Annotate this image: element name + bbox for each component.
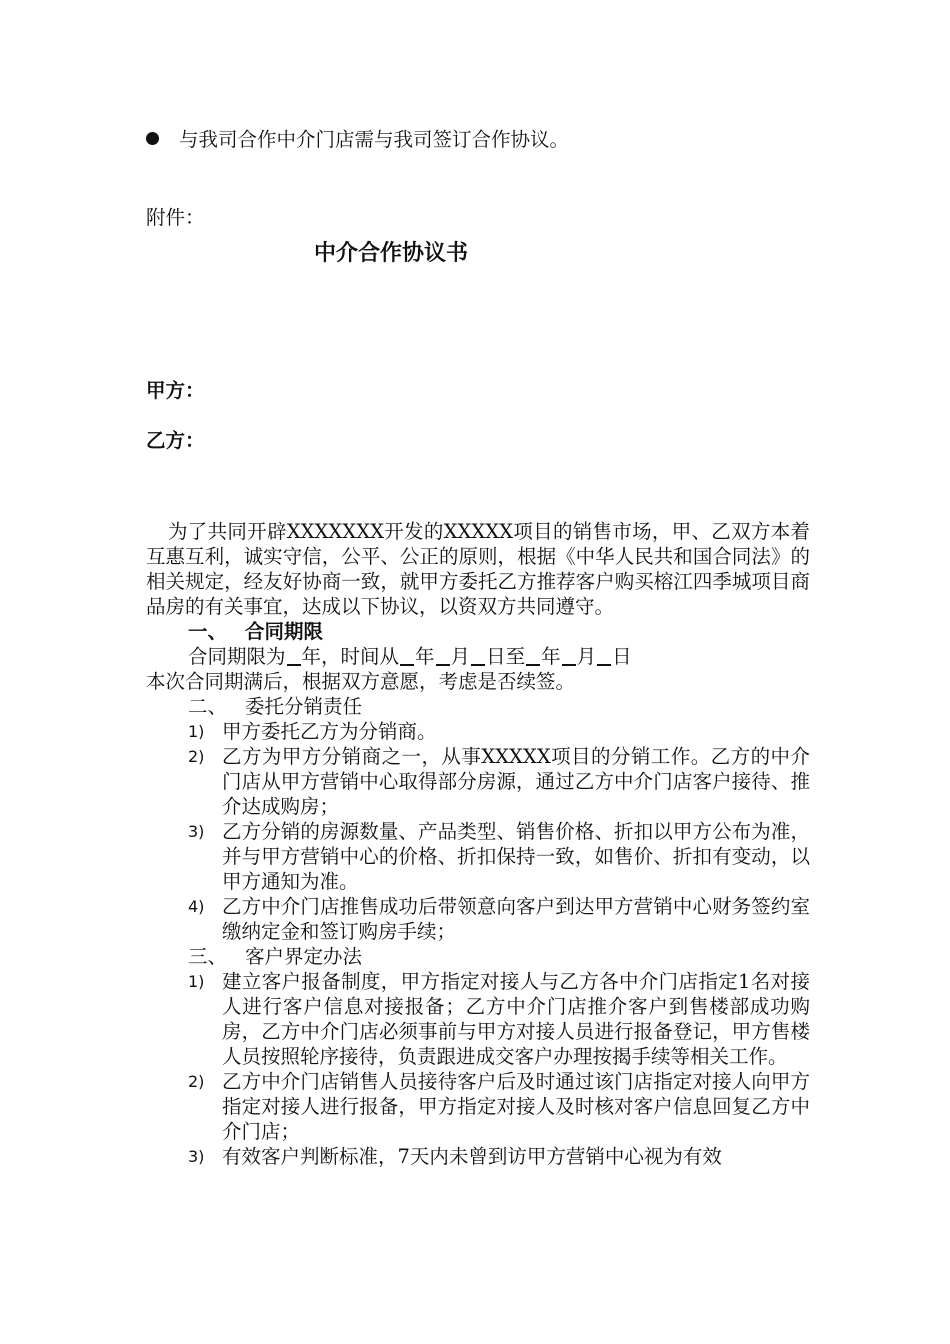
list-item: 2) 乙方中介门店销售人员接待客户后及时通过该门店指定对接人向甲方指定对接人进行报备，甲方指定对接人及时核对客户信息回复乙方中介门店；: [188, 1070, 810, 1143]
intro-paragraph: 为了共同开辟XXXXXXX开发的XXXXX项目的销售市场，甲、乙双方本着互惠互利，诚实守信，公平、公正的原则，根据《中华人民共和国合同法》的相关规定，经友好协商一致，就甲方委托乙方推荐客户购买榕江四季城项目商品房的有关事宜，达成以下协议，以资双方共同遵守。: [146, 520, 810, 618]
section-title: 合同期限: [245, 620, 324, 643]
blank-field: [287, 646, 301, 666]
list-item: 4) 乙方中介门店推售成功后带领意向客户到达甲方营销中心财务签约室缴纳定金和签订购房手续；: [188, 895, 810, 943]
attachment-label: 附件：: [146, 206, 205, 229]
agreement-body: [146, 519, 810, 1169]
blank-field: [597, 646, 611, 666]
list-item: 1) 建立客户报备制度，甲方指定对接人与乙方各中介门店指定1名对接人进行客户信息对接报备；乙方中介门店推介客户到售楼部成功购房，乙方中介门店必须事前与甲方对接人员进行报备登记，甲方售楼人员按照轮序接待，负责跟进成交客户办理按揭手续等相关工作。: [188, 970, 810, 1068]
party-a-label: 甲方：: [146, 379, 205, 402]
bullet-text: 与我司合作中介门店需与我司签订合作协议。: [179, 128, 570, 151]
section-number: 二、: [188, 695, 228, 718]
section-2-heading: [146, 694, 810, 719]
blank-field: [436, 646, 450, 666]
document-title: 中介合作协议书: [314, 241, 469, 266]
blank-field: [526, 646, 540, 666]
list-item: 3) 乙方分销的房源数量、产品类型、销售价格、折扣以甲方公布为准，并与甲方营销中心的价格、折扣保持一致，如售价、折扣有变动，以甲方通知为准。: [188, 820, 810, 893]
renewal-line: 本次合同期满后，根据双方意愿，考虑是否续签。: [146, 670, 576, 693]
contract-term-line: 合同期限为 年，时间从 年 月 日至 年 月 日: [188, 645, 632, 668]
section-title: 客户界定办法: [245, 945, 363, 968]
party-b-label: 乙方：: [146, 429, 205, 452]
bullet-icon: [146, 132, 159, 145]
list-item: 2) 乙方为甲方分销商之一，从事XXXXX项目的分销工作。乙方的中介门店从甲方营销中心取得部分房源，通过乙方中介门店客户接待、推介达成购房；: [188, 745, 810, 818]
section-title: 委托分销责任: [245, 695, 363, 718]
section-3-heading: [146, 944, 810, 969]
bullet-paragraph: [146, 124, 569, 152]
section-number: 一、: [188, 620, 228, 643]
blank-field: [471, 646, 485, 666]
list-item: 1) 甲方委托乙方为分销商。: [188, 720, 437, 743]
blank-field: [400, 646, 414, 666]
section-1-heading: [146, 619, 810, 644]
blank-field: [562, 646, 576, 666]
section-number: 三、: [188, 945, 228, 968]
list-item: 3) 有效客户判断标准，7天内未曾到访甲方营销中心视为有效: [188, 1145, 722, 1168]
